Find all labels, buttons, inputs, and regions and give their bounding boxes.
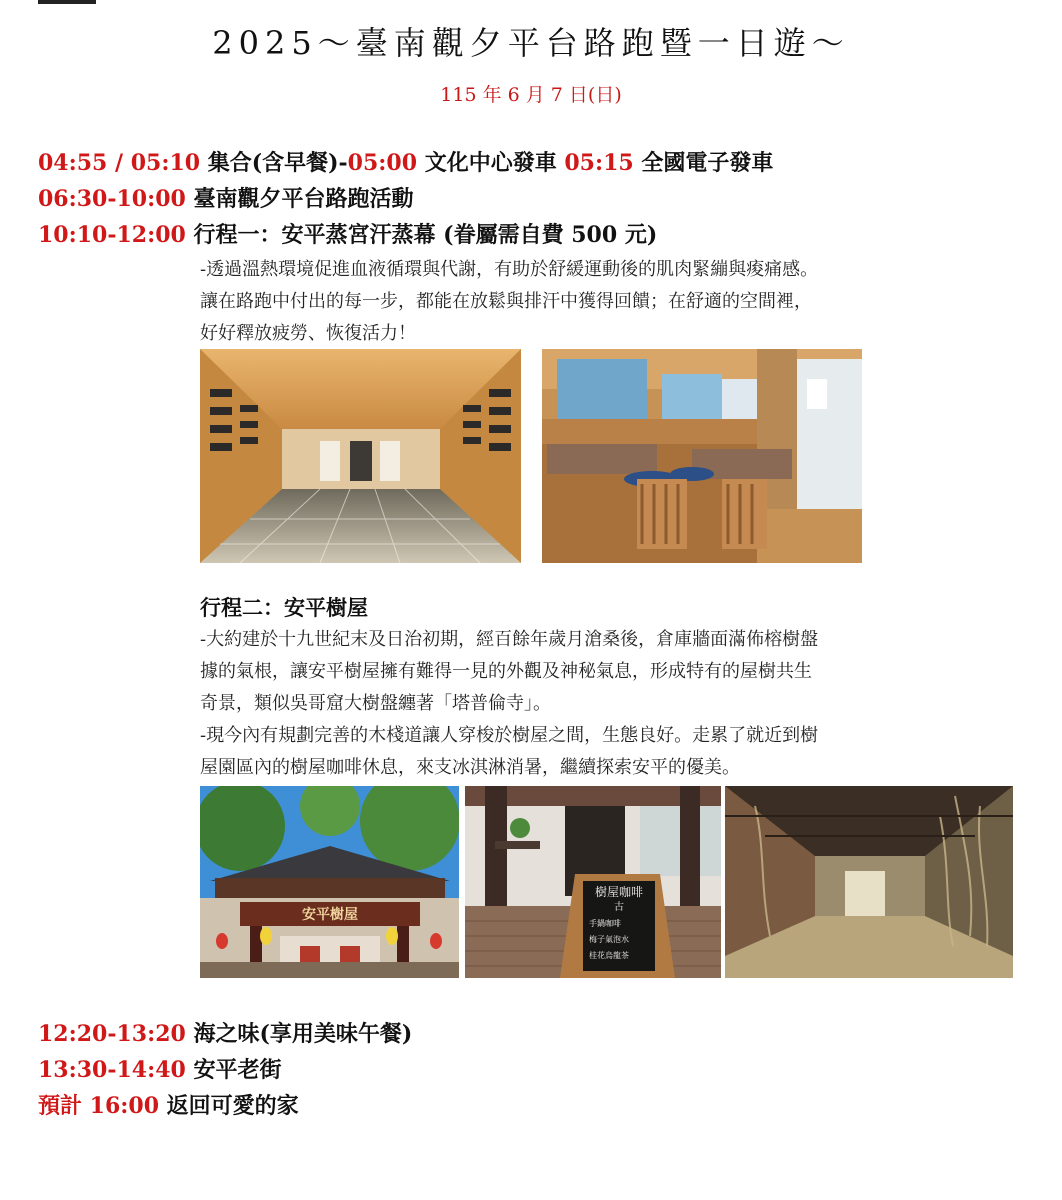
schedule-line-run bbox=[38, 182, 414, 213]
cafe-board-item: 手鍋咖啡 bbox=[589, 919, 621, 928]
lunch-text: 海之味(享用美味午餐) bbox=[185, 1021, 413, 1047]
gate-sign-text: 安平樹屋 bbox=[302, 907, 358, 923]
cafe-board-title: 樹屋咖啡 bbox=[594, 885, 644, 899]
assembly-time: 04:55 / 05:10 bbox=[38, 150, 201, 176]
depart-text-2: 全國電子發車 bbox=[633, 150, 774, 176]
old-street-text: 安平老街 bbox=[185, 1057, 282, 1083]
trip2-title: 行程二：安平樹屋 bbox=[200, 595, 368, 620]
trip1-time: 10:10-12:00 bbox=[38, 222, 186, 248]
trip2-desc-line: 據的氣根，讓安平樹屋擁有難得一見的外觀及神秘氣息，形成特有的屋樹共生 bbox=[200, 661, 812, 682]
depart-time-2: 05:15 bbox=[564, 150, 634, 176]
event-date: 115 年 6 月 7 日(日) bbox=[440, 84, 622, 106]
trip2-description bbox=[200, 624, 818, 784]
schedule-line-lunch bbox=[38, 1017, 412, 1048]
cafe-board-item: 梅子氣泡水 bbox=[589, 935, 629, 944]
sauna-room-photo bbox=[200, 349, 521, 563]
cafe-board-item: 桂花烏龍茶 bbox=[589, 951, 629, 960]
trip1-desc-line: 讓在路跑中付出的每一步，都能在放鬆與排汗中獲得回饋；在舒適的空間裡， bbox=[200, 291, 812, 312]
trip1-desc-line: 好好釋放疲勞、恢復活力！ bbox=[200, 323, 416, 344]
page-corner-mark bbox=[38, 0, 96, 4]
run-time: 06:30-10:00 bbox=[38, 186, 186, 212]
banyan-warehouse-photo bbox=[725, 786, 1013, 978]
tree-house-gate-photo bbox=[200, 786, 459, 978]
lunch-time: 12:20-13:20 bbox=[38, 1021, 186, 1047]
schedule-line-trip1 bbox=[38, 218, 657, 249]
assembly-text: 集合(含早餐)- bbox=[200, 150, 348, 176]
lounge-photo bbox=[542, 349, 862, 563]
schedule-line-old-street bbox=[38, 1053, 282, 1084]
tree-house-cafe-photo bbox=[465, 786, 721, 978]
trip1-description bbox=[200, 254, 818, 350]
run-text: 臺南觀夕平台路跑活動 bbox=[185, 186, 414, 212]
cafe-board-item: 古 bbox=[614, 902, 624, 913]
trip1-text: 行程一：安平蒸宮汗蒸幕 (眷屬需自費 500 元) bbox=[185, 222, 658, 248]
schedule-line-return bbox=[38, 1089, 299, 1120]
return-time: 預計 16:00 bbox=[38, 1093, 160, 1119]
trip2-desc-line: 屋園區內的樹屋咖啡休息，來支冰淇淋消暑，繼續探索安平的優美。 bbox=[200, 757, 740, 778]
old-street-time: 13:30-14:40 bbox=[38, 1057, 186, 1083]
depart-time-1: 05:00 bbox=[347, 150, 418, 176]
trip1-desc-line: -透過溫熱環境促進血液循環與代謝，有助於舒緩運動後的肌肉緊繃與痠痛感。 bbox=[200, 259, 819, 280]
schedule-line-assembly bbox=[38, 146, 773, 177]
trip2-desc-line: 奇景，類似吳哥窟大樹盤纏著「塔普倫寺」。 bbox=[200, 693, 551, 714]
trip2-desc-line: -現今內有規劃完善的木棧道讓人穿梭於樹屋之間，生態良好。走累了就近到樹 bbox=[200, 725, 819, 746]
trip2-desc-line: -大約建於十九世紀末及日治初期，經百餘年歲月滄桑後，倉庫牆面滿佈榕樹盤 bbox=[200, 629, 819, 650]
return-text: 返回可愛的家 bbox=[159, 1093, 299, 1119]
page-title: 2025～臺南觀夕平台路跑暨一日遊～ bbox=[212, 24, 850, 62]
depart-text-1: 文化中心發車 bbox=[417, 150, 565, 176]
